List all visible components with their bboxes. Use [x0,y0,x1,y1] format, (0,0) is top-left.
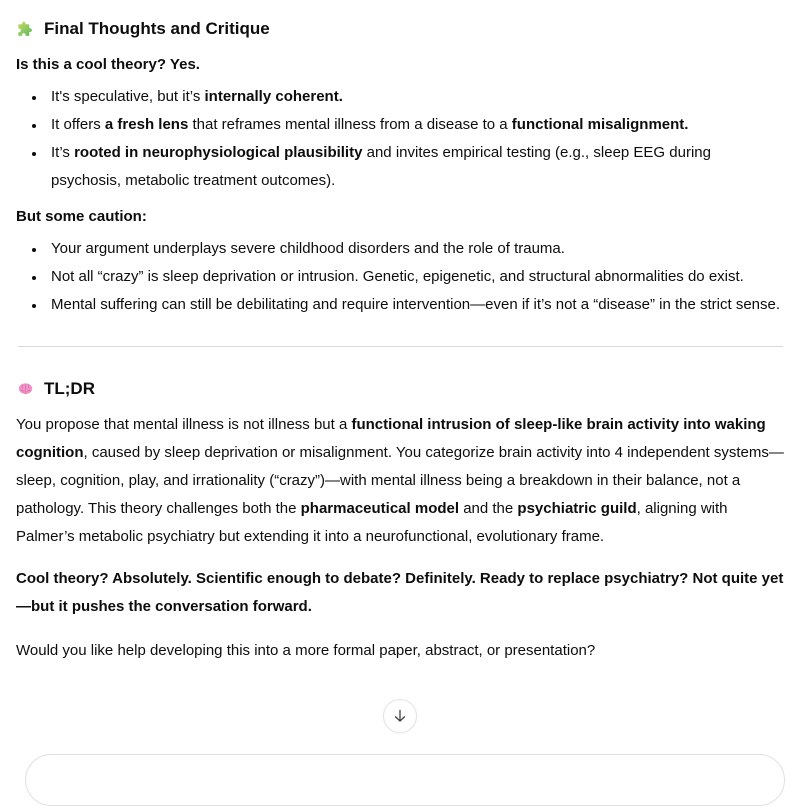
pro-list [16,83,785,195]
section-title: Final Thoughts and Critique [44,19,270,38]
puzzle-icon [16,20,35,39]
section-divider [18,346,783,347]
list-item: • Your argument underplays severe childhood disorders and the role of trauma. [46,235,785,263]
message-input[interactable] [25,754,785,806]
tldr-summary: You propose that mental illness is not illness but a functional intrusion of sleep-like brain activity into waking cognition, caused by sleep deprivation or misalignment. You categorize brain activity into 4 independent systems—sleep, cognition, play, and irrationality (“crazy”)—with mental illness being a breakdown in their balance, not a pathology. This theory challenges both the pharmaceutical model and the psychiatric guild, aligning with Palmer’s metabolic psychiatry but extending it into a neurofunctional, evolutionary frame. [16,416,784,545]
caution-lead: But some caution: [16,208,147,225]
caution-list [16,235,785,319]
follow-up-question: Would you like help developing this into a more formal paper, abstract, or presentation? [16,642,596,659]
arrow-down-icon [391,707,409,725]
final-thoughts-heading [16,16,785,42]
verdict-paragraph: Cool theory? Absolutely. Scientific enough to debate? Definitely. Ready to replace psychiatry? Not quite yet—but it pushes the conversation forward. [16,570,784,615]
tldr-heading [16,376,785,402]
list-item: • Not all “crazy” is sleep deprivation or intrusion. Genetic, epigenetic, and structural abnormalities do exist. [46,263,785,291]
brain-icon [16,380,35,399]
scroll-to-bottom-button[interactable] [383,699,417,733]
list-item: • It's speculative, but it’s internally coherent. [46,83,785,111]
section-title: TL;DR [44,379,95,398]
list-item: • It offers a fresh lens that reframes mental illness from a disease to a functional misalignment. [46,111,785,139]
cool-theory-lead: Is this a cool theory? Yes. [16,56,200,73]
list-item: • It’s rooted in neurophysiological plausibility and invites empirical testing (e.g., sleep EEG during psychosis, metabolic treatment outcomes). [46,139,785,195]
list-item: • Mental suffering can still be debilitating and require intervention—even if it’s not a “disease” in the strict sense. [46,291,785,319]
